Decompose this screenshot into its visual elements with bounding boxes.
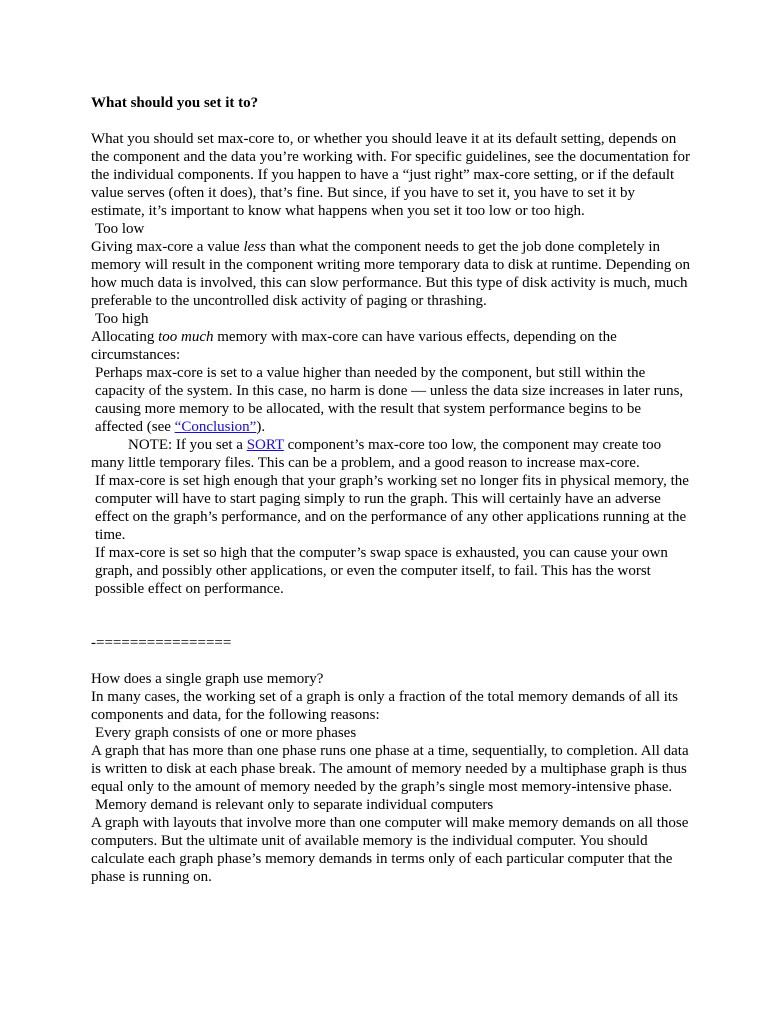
item1-text-b: ). [256,419,266,435]
computers-heading: Memory demand is relevant only to separate individual computers [95,797,494,813]
too-high-heading: Too high [95,311,149,327]
too-high-item-1 [91,364,691,436]
sort-note [91,436,691,472]
too-high-item-2: If max-core is set high enough that your graph’s working set no longer fits in physical memory, the computer will have to start paging simply to run the graph. This will certainly have an adverse effect on the graph’s performance, and on the performance of any other applications running at the time. [95,473,689,543]
too-high-item-3: If max-core is set so high that the computer’s swap space is exhausted, you can cause your own graph, and possibly other applications, or even the computer itself, to fail. This has the worst possible effect on performance. [95,545,668,597]
too-high-emphasis: too much [158,329,214,345]
memory-question: How does a single graph use memory? [91,671,324,687]
too-low-text-a: Giving max-core a value [91,239,244,255]
phases-paragraph: A graph that has more than one phase runs one phase at a time, sequentially, to completion. All data is written to disk at each phase break. The amount of memory needed by a multiphase graph is thus equal only to the amount of memory needed by the graph’s single most memory-intensive phase. [91,743,689,795]
too-low-emphasis: less [243,239,266,255]
conclusion-link[interactable]: “Conclusion” [174,419,257,435]
note-text-a: NOTE: If you set a [128,437,247,453]
document-page [91,94,691,886]
spacer [91,598,691,634]
note-text-b: component’s max-core too low, the component may create too many little temporary files. This can be a problem, and a good reason to increase max-core. [91,437,662,471]
too-low-heading: Too low [95,221,145,237]
item1-text-a: Perhaps max-core is set to a value higher than needed by the component, but still within the capacity of the system. In this case, no harm is done — unless the data size increases in later runs, causing more memory to be allocated, with the result that system performance begins to be affected (see [95,365,684,435]
sort-link[interactable]: SORT [246,437,284,453]
computers-paragraph: A graph with layouts that involve more than one computer will make memory demands on all those computers. But the ultimate unit of available memory is the individual computer. You should calculate each graph phase’s memory demands in terms only of each particular computer that the phase is running on. [91,815,689,885]
too-high-text-a: Allocating [91,329,159,345]
too-low-paragraph [91,238,691,310]
memory-intro: In many cases, the working set of a graph is only a fraction of the total memory demands of all its components and data, for the following reasons: [91,689,678,723]
phases-heading: Every graph consists of one or more phases [95,725,357,741]
too-high-paragraph [91,328,691,364]
too-high-text-b: memory with max-core can have various effects, depending on the circumstances: [91,329,617,363]
divider-line: -================ [91,635,232,651]
intro-paragraph: What you should set max-core to, or whether you should leave it at its default setting, depends on the component and the data you’re working with. For specific guidelines, see the documentation for the individual components. If you happen to have a “just right” max-core setting, or if the default value serves (often it does), that’s fine. But since, if you have to set it, you have to set it by estimate, it’s important to know what happens when you set it too low or too high. [91,131,690,219]
spacer [91,652,691,670]
too-low-text-b: than what the component needs to get the job done completely in memory will result in the component writing more temporary data to disk at runtime. Depending on how much data is involved, this can slow performance. But this type of disk activity is much, much preferable to the uncontrolled disk activity of paging or thrashing. [91,239,691,309]
section-title: What should you set it to? [91,95,259,111]
